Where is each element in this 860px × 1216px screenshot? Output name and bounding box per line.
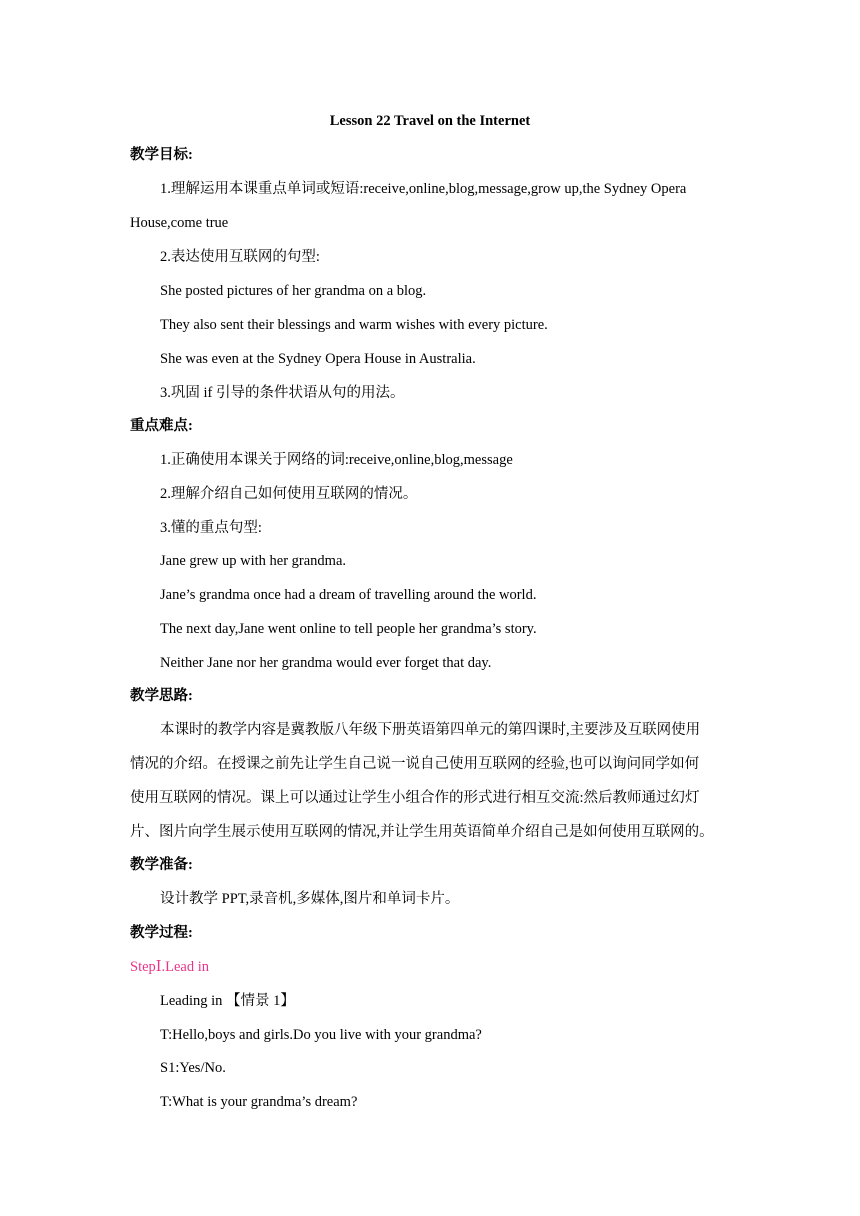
- document-title: Lesson 22 Travel on the Internet: [329, 113, 531, 129]
- key-points-line-2: 2.理解介绍自己如何使用互联网的情况。: [160, 486, 418, 502]
- process-heading: 教学过程:: [130, 925, 193, 941]
- key-points-line-7: Neither Jane nor her grandma would ever forget that day.: [160, 655, 492, 671]
- objectives-line-5: They also sent their blessings and warm wishes with every picture.: [160, 317, 548, 333]
- preparation-line-1: 设计教学 PPT,录音机,多媒体,图片和单词卡片。: [160, 891, 460, 907]
- objectives-heading: 教学目标:: [130, 147, 193, 163]
- key-points-line-3: 3.懂的重点句型:: [160, 520, 262, 536]
- objectives-line-1: 1.理解运用本课重点单词或短语:receive,online,blog,message,grow up,the Sydney Opera: [160, 181, 687, 197]
- process-line-4: T:What is your grandma’s dream?: [160, 1094, 358, 1110]
- objectives-line-4: She posted pictures of her grandma on a blog.: [160, 283, 427, 299]
- process-line-2: T:Hello,boys and girls.Do you live with your grandma?: [160, 1027, 482, 1043]
- key-points-line-6: The next day,Jane went online to tell people her grandma’s story.: [160, 621, 537, 637]
- objectives-line-7: 3.巩固 if 引导的条件状语从句的用法。: [160, 385, 405, 401]
- objectives-line-2: House,come true: [130, 215, 229, 231]
- approach-line-3: 使用互联网的情况。课上可以通过让学生小组合作的形式进行相互交流:然后教师通过幻灯: [130, 790, 700, 806]
- process-line-1: Leading in 【情景 1】: [160, 993, 295, 1009]
- process-line-3: S1:Yes/No.: [160, 1060, 226, 1076]
- key-points-heading: 重点难点:: [130, 418, 193, 434]
- objectives-line-3: 2.表达使用互联网的句型:: [160, 249, 320, 265]
- key-points-line-4: Jane grew up with her grandma.: [160, 553, 347, 569]
- objectives-line-6: She was even at the Sydney Opera House in Australia.: [160, 351, 476, 367]
- step-1-heading: StepⅠ.Lead in: [130, 959, 210, 975]
- approach-line-1: 本课时的教学内容是冀教版八年级下册英语第四单元的第四课时,主要涉及互联网使用: [160, 722, 701, 738]
- key-points-line-1: 1.正确使用本课关于网络的词:receive,online,blog,message: [160, 452, 513, 468]
- approach-line-4: 片、图片向学生展示使用互联网的情况,并让学生用英语简单介绍自己是如何使用互联网的。: [130, 824, 714, 840]
- approach-line-2: 情况的介绍。在授课之前先让学生自己说一说自己使用互联网的经验,也可以询问同学如何: [130, 756, 700, 772]
- preparation-heading: 教学准备:: [130, 857, 193, 873]
- approach-heading: 教学思路:: [130, 688, 193, 704]
- key-points-line-5: Jane’s grandma once had a dream of travelling around the world.: [160, 587, 537, 603]
